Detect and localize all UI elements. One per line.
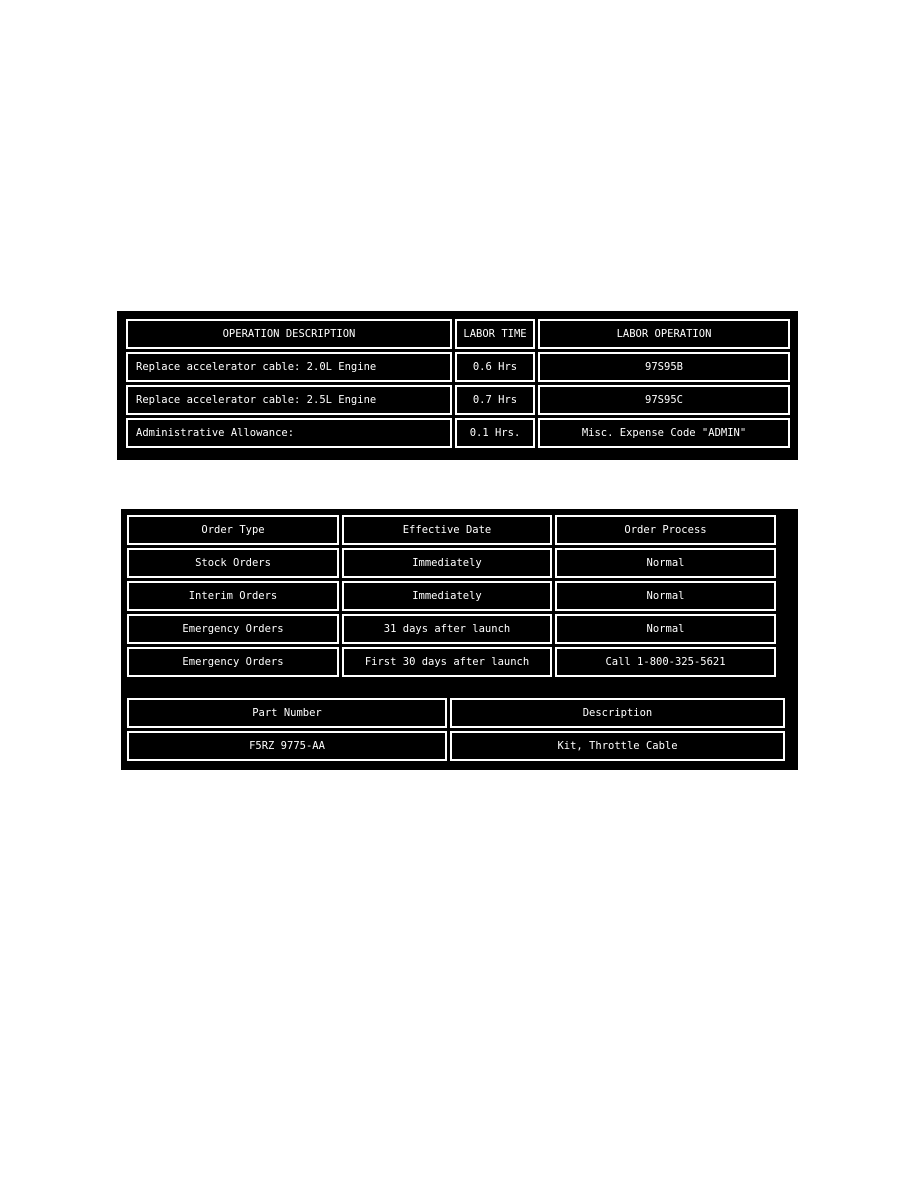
effective-date-cell: 31 days after launch xyxy=(342,614,552,644)
labor-operation-cell: Misc. Expense Code "ADMIN" xyxy=(538,418,790,448)
table-header-row xyxy=(126,319,790,349)
labor-operation-cell: 97S95B xyxy=(538,352,790,382)
labor-time-cell: 0.1 Hrs. xyxy=(455,418,535,448)
labor-time-cell: 0.7 Hrs xyxy=(455,385,535,415)
table-header-row xyxy=(127,698,785,728)
labor-operation-panel xyxy=(117,311,798,460)
order-type-cell: Emergency Orders xyxy=(127,614,339,644)
effective-date-cell: Immediately xyxy=(342,581,552,611)
table-row xyxy=(127,647,776,677)
operation-description-cell: Replace accelerator cable: 2.5L Engine xyxy=(126,385,452,415)
order-parts-panel xyxy=(121,509,798,770)
order-process-cell: Normal xyxy=(555,581,776,611)
order-type-cell: Stock Orders xyxy=(127,548,339,578)
header-order-process: Order Process xyxy=(555,515,776,545)
table-row xyxy=(126,385,790,415)
table-row xyxy=(127,581,776,611)
table-row xyxy=(126,418,790,448)
part-number-table xyxy=(124,695,788,764)
header-labor-time: LABOR TIME xyxy=(455,319,535,349)
operation-description-cell: Replace accelerator cable: 2.0L Engine xyxy=(126,352,452,382)
order-type-cell: Emergency Orders xyxy=(127,647,339,677)
order-type-cell: Interim Orders xyxy=(127,581,339,611)
order-type-table xyxy=(124,512,779,680)
header-effective-date: Effective Date xyxy=(342,515,552,545)
table-row xyxy=(127,731,785,761)
part-number-cell: F5RZ 9775-AA xyxy=(127,731,447,761)
labor-time-cell: 0.6 Hrs xyxy=(455,352,535,382)
header-description: Description xyxy=(450,698,785,728)
order-process-cell: Normal xyxy=(555,548,776,578)
labor-operation-cell: 97S95C xyxy=(538,385,790,415)
order-process-cell: Normal xyxy=(555,614,776,644)
table-row xyxy=(127,548,776,578)
table-row xyxy=(127,614,776,644)
table-row xyxy=(126,352,790,382)
order-process-cell: Call 1-800-325-5621 xyxy=(555,647,776,677)
labor-operation-table xyxy=(123,316,793,451)
header-order-type: Order Type xyxy=(127,515,339,545)
table-header-row xyxy=(127,515,776,545)
part-description-cell: Kit, Throttle Cable xyxy=(450,731,785,761)
header-operation-description: OPERATION DESCRIPTION xyxy=(126,319,452,349)
effective-date-cell: First 30 days after launch xyxy=(342,647,552,677)
operation-description-cell: Administrative Allowance: xyxy=(126,418,452,448)
header-part-number: Part Number xyxy=(127,698,447,728)
effective-date-cell: Immediately xyxy=(342,548,552,578)
header-labor-operation: LABOR OPERATION xyxy=(538,319,790,349)
